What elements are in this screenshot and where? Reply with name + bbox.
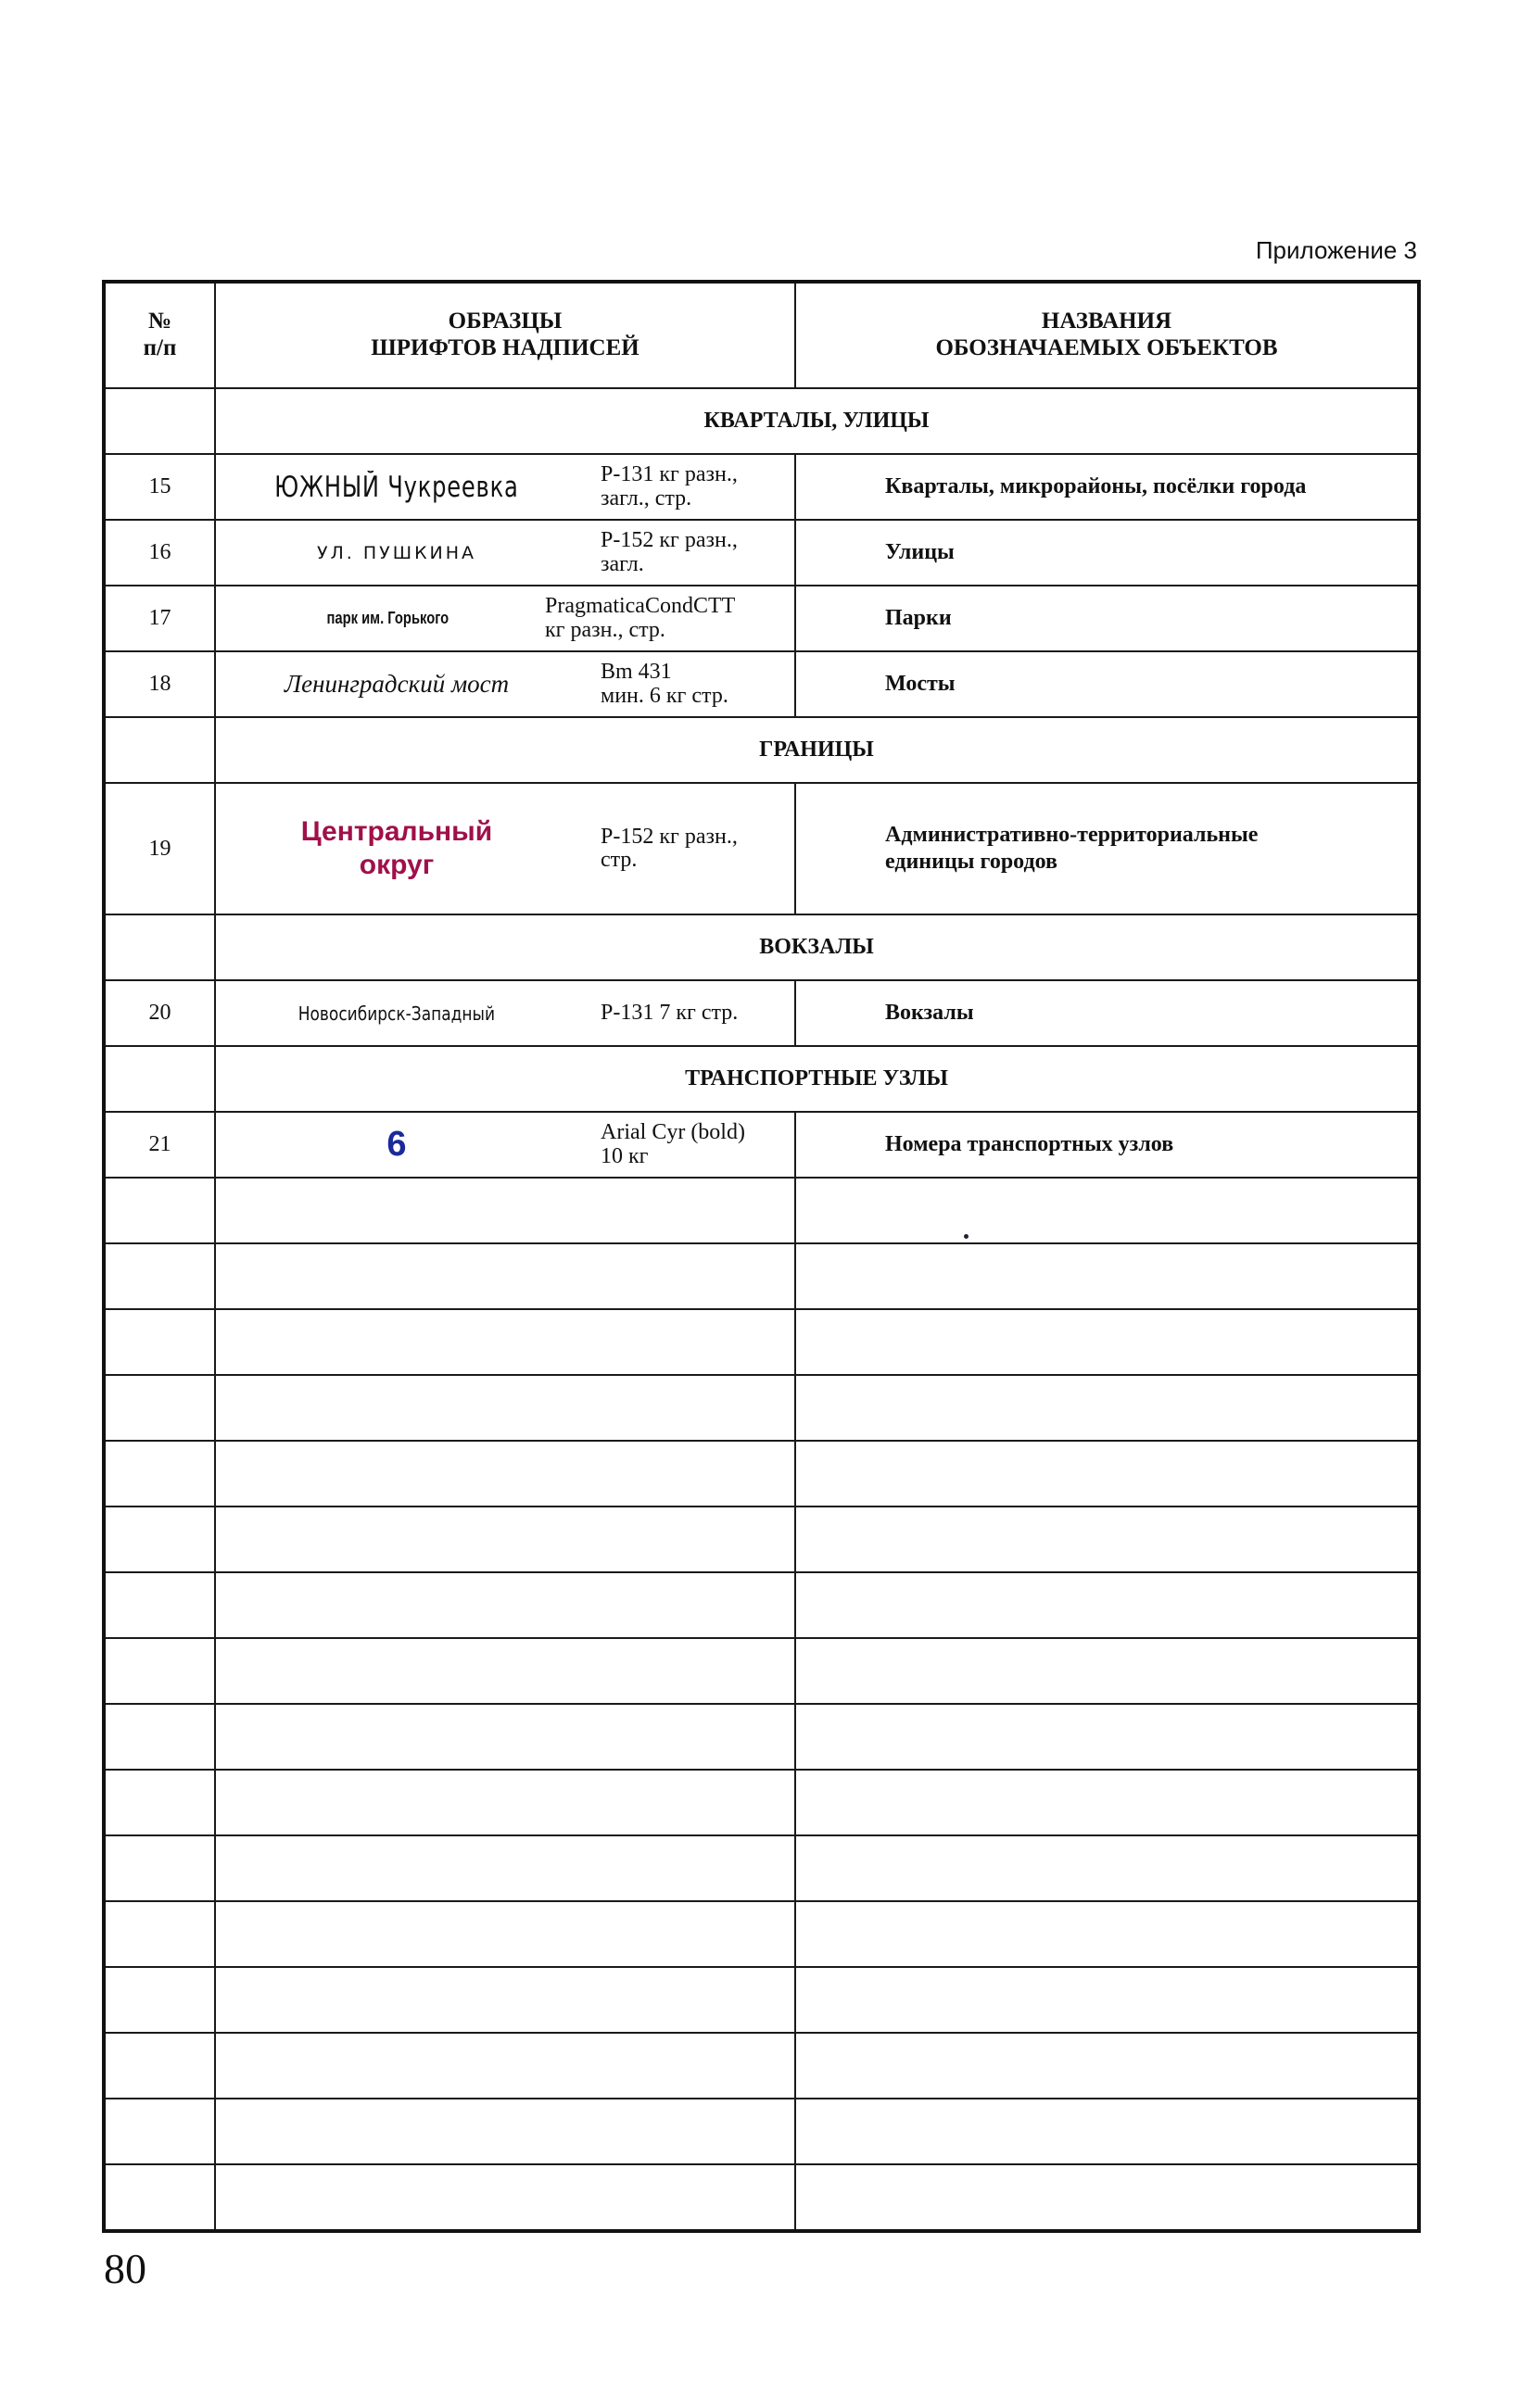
empty-cell [215, 1507, 795, 1572]
font-spec [601, 1113, 789, 1177]
empty-cell [795, 1375, 1419, 1441]
font-spec-line2: загл., стр. [601, 485, 692, 511]
empty-row [104, 1901, 1419, 1967]
empty-cell [215, 1770, 795, 1835]
empty-cell [795, 1901, 1419, 1967]
empty-row [104, 2099, 1419, 2164]
empty-cell [104, 1967, 215, 2033]
table-header-row [104, 282, 1419, 388]
empty-cell [795, 1441, 1419, 1507]
empty-row [104, 1507, 1419, 1572]
empty-cell [215, 1441, 795, 1507]
row-number: 15 [104, 454, 215, 520]
object-name: Вокзалы [795, 980, 1419, 1046]
empty-row [104, 1572, 1419, 1638]
sample-cell [215, 783, 795, 914]
section-num-cell [104, 388, 215, 454]
font-spec-text: Р-131 7 кг стр. [601, 1000, 739, 1025]
font-sample [301, 815, 492, 882]
row-number: 19 [104, 783, 215, 914]
empty-cell [104, 1835, 215, 1901]
header-names-line1: НАЗВАНИЯ [1041, 309, 1172, 334]
empty-cell [104, 1178, 215, 1243]
empty-cell [795, 1638, 1419, 1704]
header-number-line2: п/п [143, 335, 177, 360]
section-row [104, 1046, 1419, 1112]
empty-row [104, 2164, 1419, 2231]
table-row [104, 520, 1419, 586]
font-sample: УЛ. ПУШКИНА [316, 542, 477, 563]
section-row [104, 717, 1419, 783]
empty-cell [795, 1770, 1419, 1835]
object-name-line2: единицы городов [885, 850, 1057, 874]
section-row [104, 388, 1419, 454]
empty-cell [104, 1770, 215, 1835]
sample-cell [215, 980, 795, 1046]
font-samples-table [102, 280, 1421, 2233]
row-number: 18 [104, 651, 215, 717]
table-row [104, 980, 1419, 1046]
font-spec-line1: Р-152 кг разн., [601, 824, 738, 849]
empty-row [104, 1441, 1419, 1507]
font-sample: парк им. Горького [326, 609, 449, 627]
font-spec [545, 586, 789, 650]
empty-row [104, 1835, 1419, 1901]
empty-row [104, 2033, 1419, 2099]
font-sample-line1: Центральный [300, 816, 493, 847]
row-number: 21 [104, 1112, 215, 1178]
section-title: ВОКЗАЛЫ [215, 914, 1419, 980]
appendix-label: Приложение 3 [1255, 236, 1417, 264]
section-title: ГРАНИЦЫ [215, 717, 1419, 783]
row-number: 20 [104, 980, 215, 1046]
font-spec-line1: Р-152 кг разн., [601, 528, 738, 553]
empty-cell [795, 1835, 1419, 1901]
empty-cell [104, 1507, 215, 1572]
object-name: Номера транспортных узлов [795, 1112, 1419, 1178]
row-number: 16 [104, 520, 215, 586]
font-spec-line2: загл. [601, 551, 644, 576]
sample-cell [215, 586, 795, 651]
font-spec-line1: PragmaticaCondCTT [545, 594, 736, 619]
section-title: ТРАНСПОРТНЫЕ УЗЛЫ [215, 1046, 1419, 1112]
sample-cell [215, 520, 795, 586]
font-spec [601, 455, 789, 519]
object-name [795, 783, 1419, 914]
object-name: Парки [795, 586, 1419, 651]
object-name-line1: Административно-территориальные [885, 823, 1259, 848]
header-number-line1: № [147, 309, 172, 334]
font-spec-line1: Bm 431 [601, 660, 672, 685]
font-sample-line2: округ [359, 850, 435, 880]
empty-cell [795, 1572, 1419, 1638]
empty-cell [215, 1901, 795, 1967]
table-row [104, 454, 1419, 520]
object-name: Кварталы, микрорайоны, посёлки города [795, 454, 1419, 520]
header-samples-line2: ШРИФТОВ НАДПИСЕЙ [371, 335, 639, 360]
empty-cell [795, 2033, 1419, 2099]
font-sample: ЮЖНЫЙ Чукреевка [274, 470, 519, 504]
table-row [104, 651, 1419, 717]
empty-row [104, 1375, 1419, 1441]
empty-cell [215, 1704, 795, 1770]
empty-cell [104, 1572, 215, 1638]
empty-cell [104, 1309, 215, 1375]
empty-cell [104, 1704, 215, 1770]
section-row [104, 914, 1419, 980]
empty-cell [795, 1178, 1419, 1243]
object-name: Мосты [795, 651, 1419, 717]
font-spec [601, 521, 789, 585]
empty-row [104, 1967, 1419, 2033]
object-name: Улицы [795, 520, 1419, 586]
font-spec [601, 981, 789, 1045]
empty-cell [795, 1243, 1419, 1309]
table-row [104, 783, 1419, 914]
font-spec-line2: мин. 6 кг стр. [601, 683, 728, 708]
table-row [104, 586, 1419, 651]
header-names [795, 282, 1419, 388]
empty-cell [215, 2164, 795, 2231]
ink-speck [964, 1234, 969, 1239]
empty-row [104, 1638, 1419, 1704]
sample-cell [215, 1112, 795, 1178]
empty-cell [795, 1967, 1419, 2033]
empty-row [104, 1704, 1419, 1770]
empty-cell [795, 2164, 1419, 2231]
empty-cell [104, 1441, 215, 1507]
empty-cell [215, 1572, 795, 1638]
font-sample: Новосибирск-Западный [298, 1002, 496, 1025]
font-spec [601, 652, 789, 716]
empty-cell [104, 1901, 215, 1967]
section-title: КВАРТАЛЫ, УЛИЦЫ [215, 388, 1419, 454]
empty-row [104, 1770, 1419, 1835]
header-samples-line1: ОБРАЗЦЫ [448, 309, 563, 334]
sample-cell [215, 454, 795, 520]
empty-cell [215, 1835, 795, 1901]
font-spec-line2: 10 кг [601, 1143, 649, 1168]
empty-cell [104, 2033, 215, 2099]
empty-cell [795, 1704, 1419, 1770]
font-sample: 6 [386, 1125, 407, 1164]
font-spec-line1: Р-131 кг разн., [601, 462, 738, 487]
empty-cell [215, 2033, 795, 2099]
empty-cell [795, 1507, 1419, 1572]
font-spec-line2: стр. [601, 848, 638, 872]
table-row [104, 1112, 1419, 1178]
empty-cell [215, 1243, 795, 1309]
empty-cell [104, 1638, 215, 1704]
empty-cell [104, 2099, 215, 2164]
empty-cell [795, 2099, 1419, 2164]
empty-row [104, 1178, 1419, 1243]
empty-cell [104, 1243, 215, 1309]
empty-cell [215, 1967, 795, 2033]
row-number: 17 [104, 586, 215, 651]
section-num-cell [104, 717, 215, 783]
section-num-cell [104, 914, 215, 980]
font-sample: Ленинградский мост [284, 670, 510, 698]
header-number [104, 282, 215, 388]
font-spec-line1: Arial Cyr (bold) [601, 1120, 745, 1145]
page-number: 80 [104, 2245, 146, 2292]
section-num-cell [104, 1046, 215, 1112]
font-spec-line2: кг разн., стр. [545, 617, 665, 642]
empty-row [104, 1309, 1419, 1375]
empty-cell [215, 1309, 795, 1375]
empty-cell [215, 2099, 795, 2164]
header-samples [215, 282, 795, 388]
empty-row [104, 1243, 1419, 1309]
header-names-line2: ОБОЗНАЧАЕМЫХ ОБЪЕКТОВ [935, 335, 1278, 360]
empty-cell [215, 1178, 795, 1243]
empty-cell [104, 1375, 215, 1441]
sample-cell [215, 651, 795, 717]
empty-cell [104, 2164, 215, 2231]
empty-cell [215, 1638, 795, 1704]
empty-cell [795, 1309, 1419, 1375]
empty-cell [215, 1375, 795, 1441]
font-spec [601, 784, 789, 914]
